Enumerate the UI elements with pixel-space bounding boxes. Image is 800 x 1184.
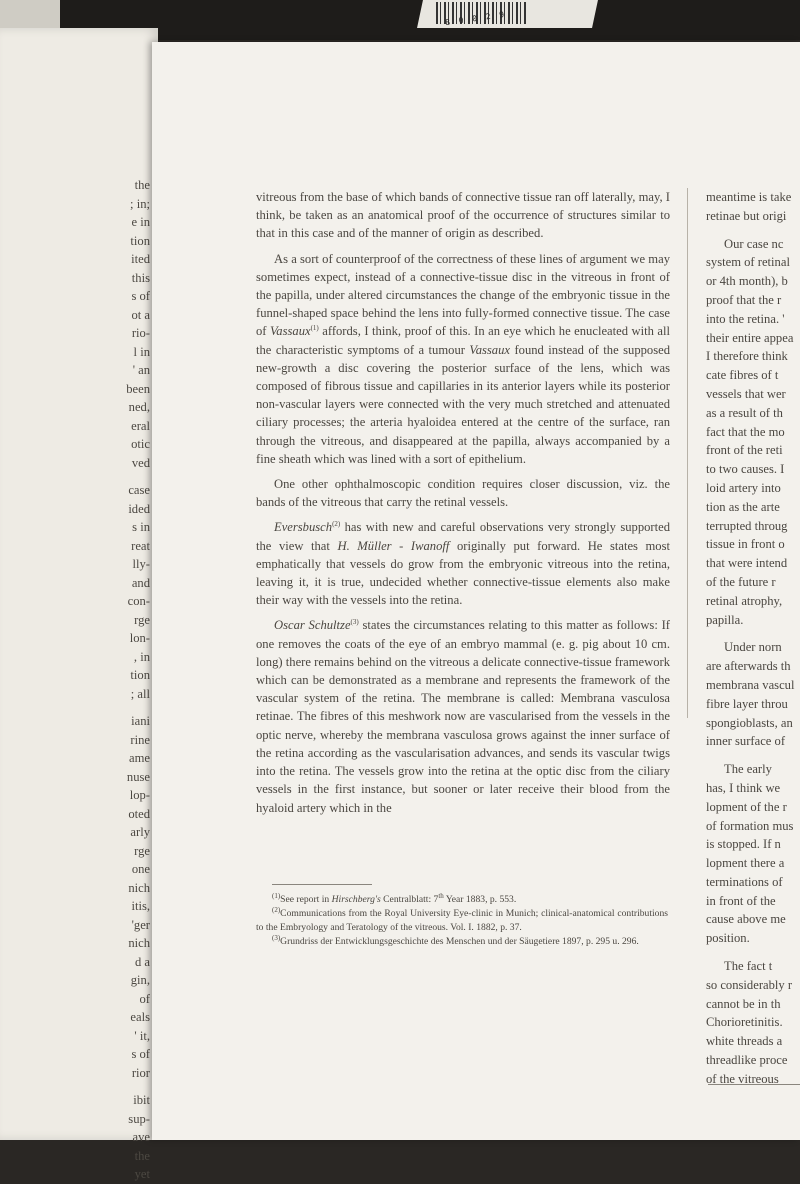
left-fragment-line: s in <box>132 520 150 534</box>
right-fragment-line: Our case nc <box>724 236 784 251</box>
right-fragment-line: that were intend <box>706 556 788 571</box>
left-fragment-line: the <box>134 178 150 192</box>
right-fragment-line: tion as the arte <box>706 499 780 514</box>
paragraph-1: vitreous from the base of which bands of connective tissue ran off laterally, may, I think, be taken as an anatomical proof of the occurrence of structures similar to that in this case and of the manner of origin as described. <box>256 190 670 241</box>
right-fragment-line: threadlike proce <box>706 1053 788 1068</box>
right-fragment-line: cannot be in th <box>706 996 781 1011</box>
right-fragment-line: to two causes. I <box>706 462 785 477</box>
left-fragment-line: itis, <box>131 899 150 913</box>
left-fragment-line: ; in; <box>130 196 150 211</box>
right-fragment-line: so considerably r <box>706 977 793 992</box>
left-fragment-line: 'ger <box>131 917 150 932</box>
author-name: H. Müller - Iwanoff <box>337 538 450 553</box>
left-fragment-line: one <box>131 862 150 876</box>
right-fragment-line: system of retinal <box>706 255 790 270</box>
left-fragment-line: ; all <box>130 686 150 701</box>
right-fragment-line: front of the reti <box>706 443 783 458</box>
left-fragment-line: lon- <box>129 631 150 645</box>
right-fragment-line: of the future r <box>706 574 776 589</box>
left-fragment-line: lly- <box>132 557 150 571</box>
right-fragment-line: fact that the mo <box>706 424 785 439</box>
column-divider <box>687 188 688 718</box>
right-fragment-line: meantime is take <box>706 190 792 204</box>
footnote-1: $^{(1)}$See report in Hirschberg's Centralblatt: 7th Year 1883, p. 553. <box>272 891 517 905</box>
left-fragment-line: otic <box>131 437 150 451</box>
left-fragment-line: this <box>131 270 150 285</box>
right-fragment-line: Under norn <box>724 640 782 655</box>
right-fragment-line: as a result of th <box>706 405 783 420</box>
right-fragment-line: white threads a <box>706 1034 783 1049</box>
paragraph-4: Eversbusch$^{(2)}$ has with new and careful observations very strongly supported the view that H. Müller - Iwanoff originally put forward. He states most emphatically that vessels do grow from the embryonic vitreous into the retina, leaving it, it is true, undecided whether connective-tissue elements also make their way with the vessels into the retina. <box>256 520 671 608</box>
left-page-text-fragments <box>0 176 150 1184</box>
bottom-rule <box>708 1084 800 1085</box>
right-fragment-line: The fact t <box>724 959 773 974</box>
right-fragment-line: is stopped. If n <box>706 837 781 852</box>
right-fragment-line: of formation mus <box>706 818 794 833</box>
left-page <box>0 28 158 1181</box>
left-fragment-line: ided <box>128 501 150 516</box>
right-fragment-line: loid artery into <box>706 480 781 495</box>
right-fragment-line: terminations of <box>706 874 783 889</box>
left-fragment-line <box>0 1082 150 1091</box>
right-fragment-line: spongioblasts, an <box>706 715 793 730</box>
page-corner <box>0 0 60 30</box>
right-fragment-line: fibre layer throu <box>706 696 788 711</box>
right-fragment-line: their entire appea <box>706 330 794 345</box>
main-text-column <box>256 188 670 824</box>
left-fragment-line: , in <box>133 649 150 664</box>
right-fragment-line: tissue in front o <box>706 537 785 552</box>
left-fragment-line: sup- <box>128 1111 150 1126</box>
left-fragment-line: lop- <box>129 788 150 802</box>
right-fragment-line <box>706 948 800 957</box>
right-fragment-line <box>706 751 800 760</box>
left-fragment-line: oted <box>128 806 150 821</box>
right-column-text-fragments <box>706 188 800 1089</box>
left-fragment-line <box>0 472 150 481</box>
right-fragment-line: proof that the r <box>706 292 782 307</box>
left-fragment-line: gin, <box>130 973 150 987</box>
right-fragment-line: retinal atrophy, <box>706 593 783 608</box>
left-fragment-line: e in <box>131 215 150 229</box>
left-fragment-line: ' an <box>132 363 150 377</box>
right-fragment-line: retinae but origi <box>706 208 787 223</box>
paragraph-3: One other ophthalmoscopic condition requires closer discussion, viz. the bands of the vitreous that carry the retinal vessels. <box>256 477 670 510</box>
left-fragment-line: ibit <box>133 1093 150 1107</box>
left-fragment-line: reat <box>131 538 150 553</box>
right-fragment-line: of the vitreous <box>706 1071 779 1086</box>
left-fragment-line: con- <box>127 594 150 608</box>
left-fragment-line: rge <box>134 612 150 627</box>
right-fragment-line: or 4th month), b <box>706 274 788 289</box>
footnote-2: $^{(2)}$Communications from the Royal University Eye-clinic in Munich; clinical-anatomical contributions to the Embryology and Teratology of the vitreous. Vol. I. 1882, p. 37. <box>256 905 668 933</box>
right-fragment-line: position. <box>706 931 750 946</box>
left-fragment-line: case <box>128 483 150 497</box>
left-fragment-line: ned, <box>128 400 150 414</box>
left-fragment-line: s of <box>131 1047 150 1061</box>
left-fragment-line: eals <box>130 1010 150 1024</box>
left-fragment-line: and <box>131 575 150 590</box>
left-fragment-line: of <box>139 991 150 1006</box>
footnote-ref: (2) <box>332 520 341 529</box>
right-fragment-line: membrana vascul <box>706 677 795 692</box>
right-fragment-line: terrupted throug <box>706 518 788 533</box>
right-fragment-line: lopment of the r <box>706 799 787 814</box>
left-fragment-line: eral <box>131 418 150 433</box>
right-fragment-line: I therefore think <box>706 349 788 364</box>
right-fragment-line: lopment there a <box>706 856 785 871</box>
right-fragment-line: cate fibres of t <box>706 368 779 383</box>
right-fragment-line: cause above me <box>706 912 786 927</box>
right-fragment-line: are afterwards th <box>706 659 791 674</box>
right-fragment-line: into the retina. ' <box>706 311 785 326</box>
right-fragment-line: Chorioretinitis. <box>706 1015 783 1030</box>
left-fragment-line: iani <box>131 714 150 728</box>
right-fragment-line: The early <box>724 762 772 777</box>
author-name: Vassaux <box>270 324 311 339</box>
footnote-3: $^{(3)}$Grundriss der Entwicklungsgeschichte des Menschen und der Säugetiere 1897, p. 295 u. 296. <box>272 933 639 947</box>
paragraph-5: Oscar Schultze$^{(3)}$ states the circumstances relating to this matter as follows: If one removes the coats of the eye of an embryo mammal (e. g. pig about 10 cm. long) there remains behind on the vitreous a delicate connective-tissue framework which can be demonstrated as a membrane and represents the framework of the vascular system of the retina. The membrane is called: Membrana vasculosa retinae. The fibres of this meshwork now are vascularised from the vessels in the optic nerve, whereby the membrana vasculosa grows against the inner surface of the retina according as the vascularisation advances, and sends its vascular twigs into the retina. The vessels grow into the retina at the optic disc from the ciliary vessels in the first instance, but sooner or later receive their blood from the hyaloid artery which in the <box>256 618 670 815</box>
left-fragment-line: tion <box>130 668 150 682</box>
right-fragment-line: has, I think we <box>706 780 781 795</box>
right-fragment-line: in front of the <box>706 893 776 908</box>
left-fragment-line: rio- <box>131 326 150 340</box>
left-fragment-line: arly <box>130 825 150 839</box>
right-fragment-line <box>706 629 800 638</box>
left-fragment-line: l in <box>133 344 150 359</box>
left-fragment-line <box>0 703 150 712</box>
left-fragment-line: nuse <box>126 769 150 784</box>
paragraph-2: As a sort of counterproof of the correctness of these lines of argument we may sometimes expect, instead of a connective-tissue disc in the vitreous in front of the papilla, under altered circumstances the change of the embryonic tissue in the funnel-shaped space behind the lens into fully-formed connective tissue. The case of Vassaux$^{(1)}$ affords, I think, proof of this. In an eye which he enucleated with all the characteristic symptoms of a tumour Vassaux found instead of the supposed new-growth a disc covering the posterior surface of the lens, which was composed of fibrous tissue and capillaries in its anterior layers while its posterior non-vascular layers were connected with the very much stretched and attenuated ciliary processes; the arteria hyaloidea entered at the centre of the surface, ran through the vitreous, and disappeared at the papilla, always accompanied by a fine sheath which was lined with a sort of epithelium. <box>256 251 671 466</box>
right-fragment-line <box>706 226 800 235</box>
left-fragment-line: nich <box>128 880 150 895</box>
left-fragment-line: rior <box>131 1065 150 1080</box>
author-name: Oscar Schultze <box>274 618 351 633</box>
left-fragment-line: ame <box>129 751 150 765</box>
left-fragment-line: s of <box>131 289 150 303</box>
left-fragment-line: rge <box>134 843 150 858</box>
left-fragment-line: yet <box>134 1167 150 1181</box>
footnote-ref: (1) <box>310 324 319 333</box>
right-fragment-line: inner surface of <box>706 734 786 749</box>
left-fragment-line: d a <box>134 954 150 969</box>
left-fragment-line: nich <box>128 936 150 950</box>
left-fragment-line: the <box>134 1148 150 1163</box>
author-name: Eversbusch <box>274 520 333 535</box>
left-fragment-line: ' it, <box>134 1028 150 1043</box>
author-name: Vassaux <box>469 342 510 357</box>
footnote-ref: (3) <box>350 618 359 627</box>
left-fragment-line: ot a <box>131 307 150 322</box>
left-fragment-line: rine <box>130 732 150 747</box>
scanner-slip-digits: 8 0 0 2 9 <box>444 9 507 28</box>
left-fragment-line: been <box>126 381 150 396</box>
footnote-divider <box>272 884 372 885</box>
right-fragment-line: vessels that wer <box>706 386 786 401</box>
left-fragment-line: ved <box>131 455 150 470</box>
right-fragment-line: papilla. <box>706 612 744 627</box>
left-fragment-line: ave <box>132 1130 150 1144</box>
left-fragment-line: tion <box>130 233 150 248</box>
left-fragment-line: ited <box>131 252 150 266</box>
footnotes <box>256 893 668 949</box>
